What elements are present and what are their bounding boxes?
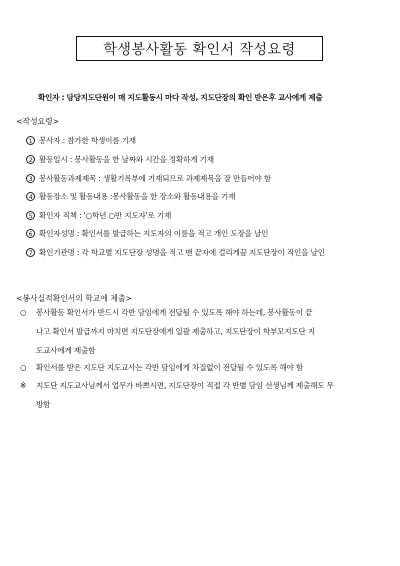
note-mark: ※ <box>20 381 27 390</box>
document-title: 학생봉사활동 확인서 작성요령 <box>76 36 323 61</box>
guide-item-1 <box>26 135 136 146</box>
submit-heading: <봉사실적확인서의 학교에 제출> <box>16 294 132 303</box>
circled-number: 7 <box>26 248 35 257</box>
line-text: 확인서를 받은 지도단 지도교사는 각반 담임에게 차질없이 전달될 수 있도록 해야 함 <box>36 363 303 372</box>
paragraph-line: 나고 확인서 발급까지 마치면 지도단장에게 일괄 제출하고, 지도단장이 학부모지도단 지 <box>36 327 316 336</box>
line-text: 지도단 지도교사님께서 업무가 바쁘시면, 지도단장이 직접 각 반별 담임 선생님께 제출해도 무 <box>36 381 334 390</box>
guide-item-text: 활동일시 : 봉사활동을 한 날짜와 시간을 정확하게 기재 <box>39 155 214 164</box>
bullet-mark: ○ <box>20 363 27 372</box>
guide-item-text: 확인자성명 : 확인서를 발급하는 지도자의 이름을 적고 개인 도장을 날인 <box>39 229 269 238</box>
guide-heading: <작성요령> <box>16 117 60 126</box>
submit-paragraph-1 <box>20 303 378 360</box>
circled-number: 4 <box>26 192 35 201</box>
paragraph-line: 방함 <box>36 400 51 409</box>
guide-item-3 <box>26 173 271 184</box>
paragraph-line <box>20 376 378 395</box>
guide-item-text: 봉사활동과제제목 : 생활기록부에 기재되므로 과제제목을 잘 만들어야 함 <box>39 174 271 183</box>
guide-item-text: 확인자 직책 : '○학년 ○반 지도자'로 기재 <box>39 211 172 220</box>
circled-number: 2 <box>26 155 35 164</box>
guide-item-text: 확인기관명 : 각 학교별 지도단장 성명을 적고 맨 끝자에 걸리게끔 지도단장이 직인을 날인 <box>39 248 325 257</box>
circled-number: 3 <box>26 174 35 183</box>
guide-item-4 <box>26 191 235 202</box>
notice-line: 확인자 : 담당지도단원이 매 지도활동시 마다 작성, 지도단장의 확인 받은후 교사에게 제출 <box>38 93 323 102</box>
circled-number: 5 <box>26 211 35 220</box>
paragraph-line: 도교사에게 제출함 <box>36 346 96 355</box>
guide-item-6 <box>26 228 268 239</box>
guide-item-text: 봉사자 : 참가한 학생이름 기재 <box>39 136 136 145</box>
paragraph-line <box>20 303 378 322</box>
submit-note <box>20 376 378 414</box>
paragraph-line <box>20 358 378 377</box>
submit-paragraph-2 <box>20 358 378 377</box>
line-text: 봉사활동 확인서가 반드시 각반 담임에게 전달될 수 있도록 해야 하는데, 봉사활동이 끝 <box>36 308 313 317</box>
circled-number: 1 <box>26 136 35 145</box>
guide-item-2 <box>26 154 214 165</box>
guide-item-text: 활동장소 및 활동내용 :봉사활동을 한 장소와 활동내용을 기재 <box>39 192 236 201</box>
bullet-mark: ○ <box>20 308 27 317</box>
guide-item-7 <box>26 247 325 258</box>
circled-number: 6 <box>26 229 35 238</box>
guide-item-5 <box>26 210 171 221</box>
